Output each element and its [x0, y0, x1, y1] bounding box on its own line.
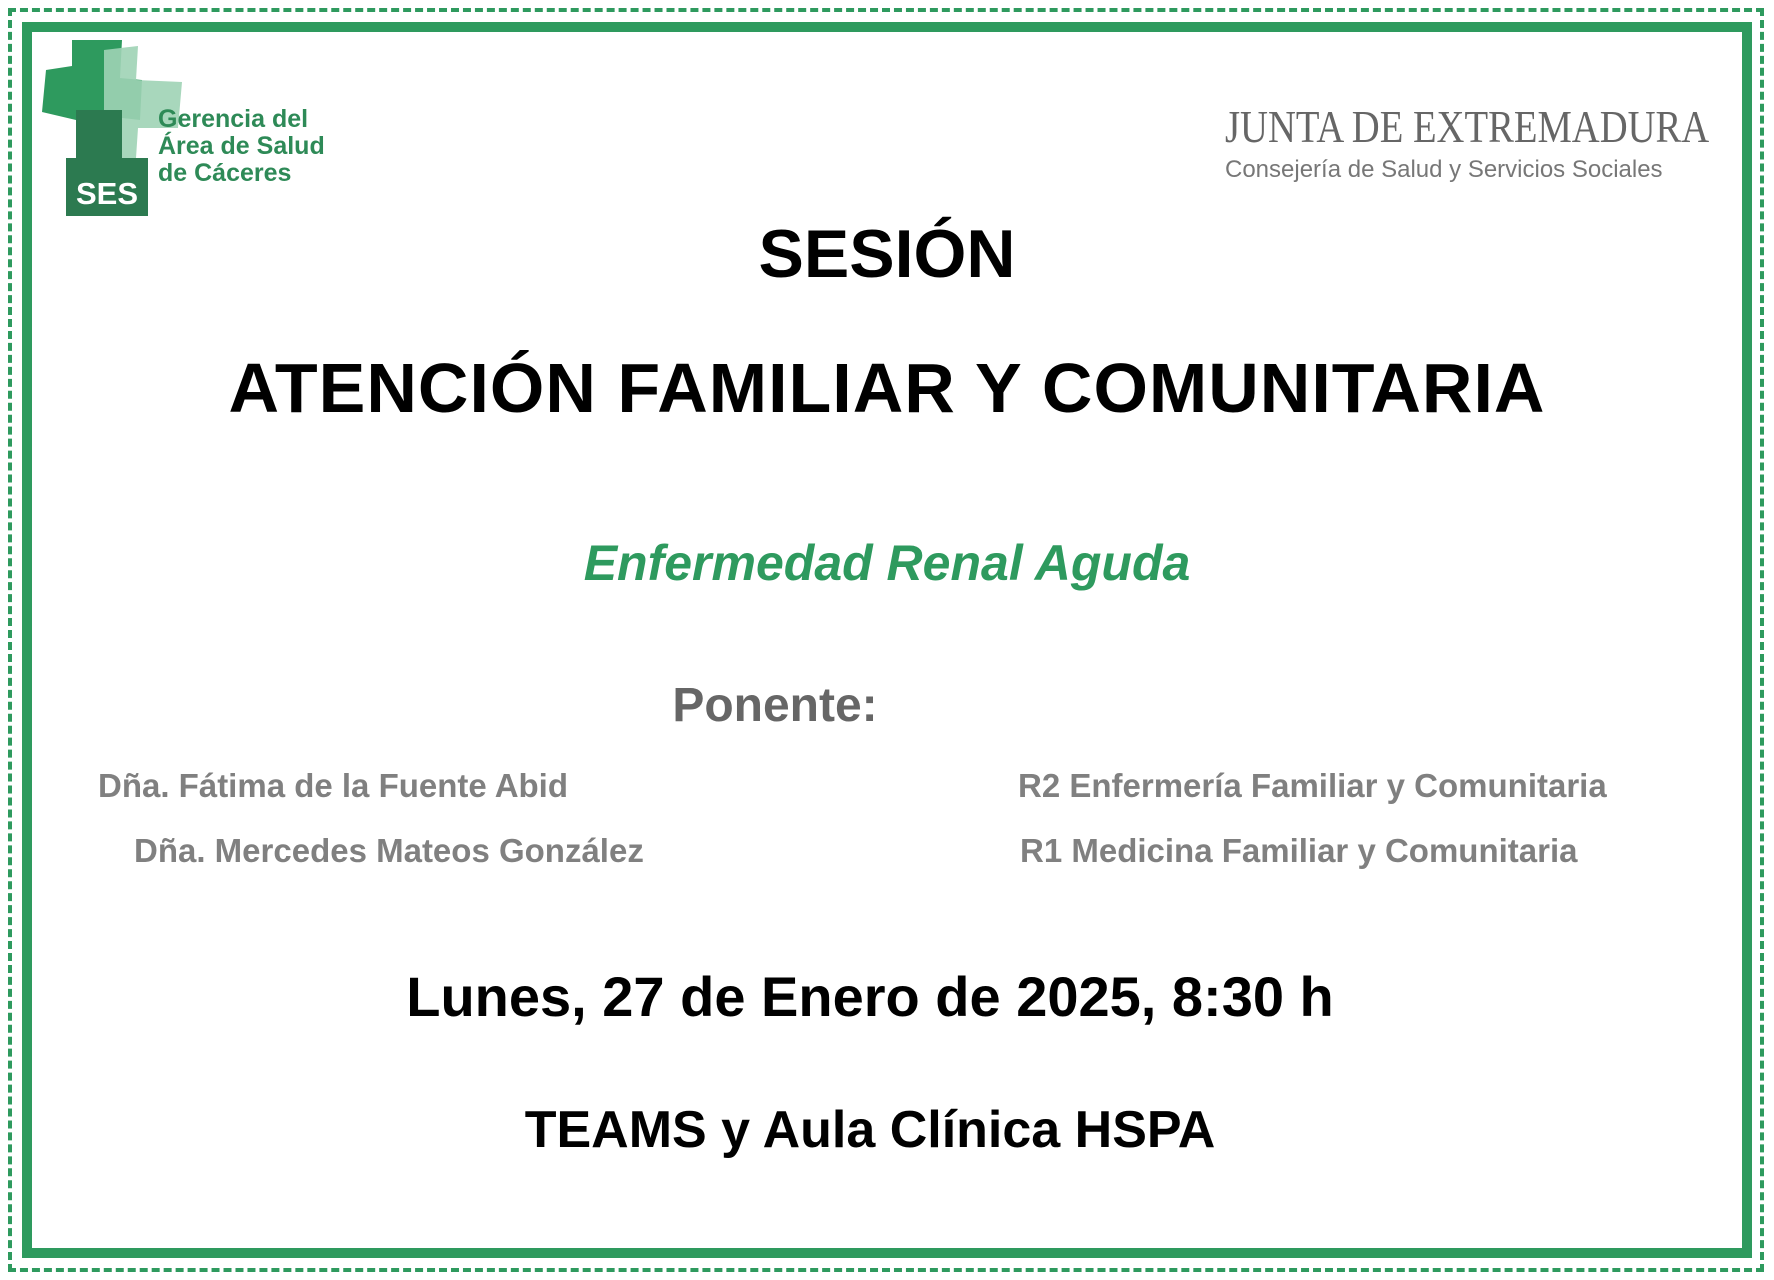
session-title: SESIÓN — [758, 216, 1016, 292]
session-location: TEAMS y Aula Clínica HSPA — [524, 1101, 1216, 1159]
ses-logo — [42, 40, 342, 211]
junta-subtitle: Consejería de Salud y Servicios Sociales — [1225, 156, 1663, 183]
speaker-2-role: R1 Medicina Familiar y Comunitaria — [1020, 832, 1578, 869]
speakers-label: Ponente: — [672, 679, 878, 732]
session-subtitle: ATENCIÓN FAMILIAR Y COMUNITARIA — [228, 349, 1546, 427]
ses-logo-text — [158, 106, 325, 187]
ses-logo-line-1: Gerencia del — [158, 105, 309, 133]
ses-badge: SES — [66, 158, 148, 216]
ses-logo-line-3: de Cáceres — [158, 159, 292, 187]
ses-logo-line-2: Área de Salud — [158, 132, 325, 160]
session-datetime: Lunes, 27 de Enero de 2025, 8:30 h — [406, 965, 1334, 1028]
speaker-1-role: R2 Enfermería Familiar y Comunitaria — [1018, 767, 1607, 804]
inner-solid-border — [22, 22, 1752, 1258]
speaker-2-name: Dña. Mercedes Mateos González — [134, 832, 644, 869]
session-topic: Enfermedad Renal Aguda — [583, 535, 1191, 591]
junta-title: JUNTA DE EXTREMADURA — [1225, 101, 1710, 152]
speaker-1-name: Dña. Fátima de la Fuente Abid — [98, 767, 569, 804]
